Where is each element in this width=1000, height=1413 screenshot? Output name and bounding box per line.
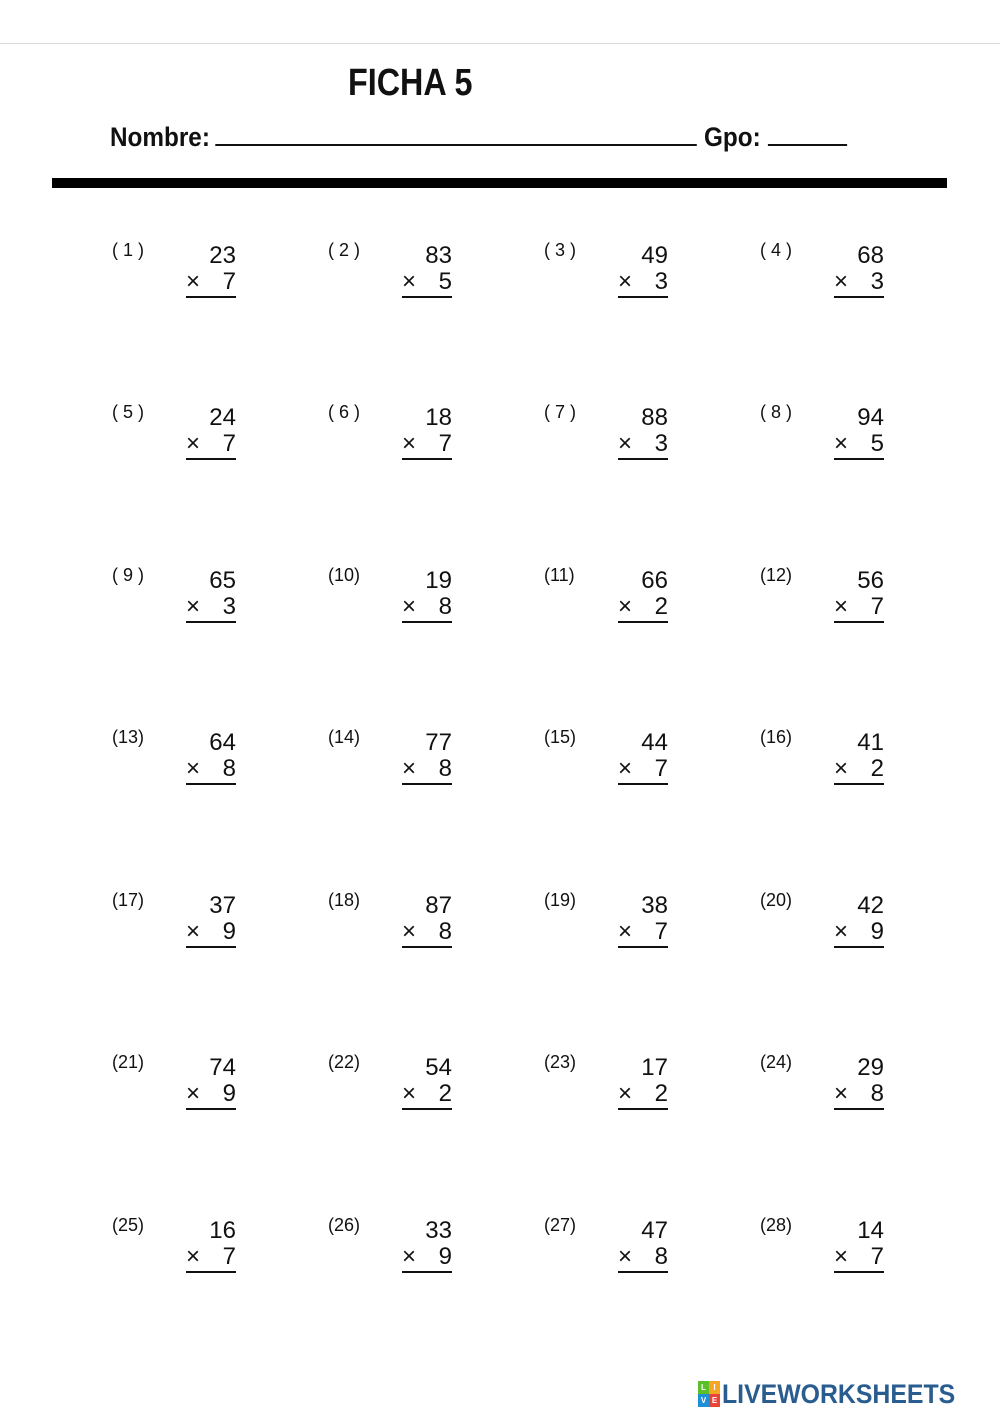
times-sign: × <box>402 755 417 782</box>
multiplicand: 54 <box>425 1054 452 1081</box>
multiplier: 7 <box>870 1243 884 1270</box>
multiplication-problem <box>112 402 302 482</box>
multiplier: 3 <box>222 593 236 620</box>
multiplication-problem <box>544 727 734 807</box>
problem-number: (20) <box>760 890 793 910</box>
multiplier: 2 <box>654 1080 668 1107</box>
multiplicand: 38 <box>641 892 668 919</box>
problem-number: (22) <box>328 1052 361 1072</box>
multiplication-problem <box>328 1215 518 1295</box>
problem-number: (19) <box>544 890 577 910</box>
multiplication-problem <box>328 402 518 482</box>
logo-badge-letter: E <box>709 1394 720 1407</box>
multiplier: 2 <box>654 593 668 620</box>
multiplicand: 44 <box>641 729 668 756</box>
multiplier: 9 <box>222 1080 236 1107</box>
problem-number: (10) <box>328 565 361 585</box>
multiplier: 7 <box>438 430 452 457</box>
multiplier-row <box>402 430 452 460</box>
multiplier: 5 <box>438 268 452 295</box>
multiplication-problem <box>760 565 950 645</box>
times-sign: × <box>834 918 849 945</box>
multiplication-problem <box>760 240 950 320</box>
multiplier: 7 <box>222 1243 236 1270</box>
times-sign: × <box>834 268 849 295</box>
multiplication-problem <box>328 727 518 807</box>
multiplier-row <box>402 593 452 623</box>
problem-number: (14) <box>328 727 361 747</box>
times-sign: × <box>834 593 849 620</box>
multiplication-problem <box>112 890 302 970</box>
multiplier: 9 <box>222 918 236 945</box>
multiplier: 8 <box>438 593 452 620</box>
multiplier-row <box>186 1080 236 1110</box>
times-sign: × <box>618 1243 633 1270</box>
multiplier-row <box>402 755 452 785</box>
times-sign: × <box>618 918 633 945</box>
multiplier-row <box>834 268 884 298</box>
problem-number: ( 9 ) <box>112 565 145 585</box>
multiplier-row <box>402 1080 452 1110</box>
logo-text: LIVEWORKSHEETS <box>722 1378 956 1409</box>
multiplication-problem <box>760 1215 950 1295</box>
multiplicand: 49 <box>641 242 668 269</box>
multiplication-problem <box>112 727 302 807</box>
multiplicand: 64 <box>209 729 236 756</box>
multiplicand: 19 <box>425 567 452 594</box>
times-sign: × <box>834 755 849 782</box>
multiplier: 7 <box>870 593 884 620</box>
multiplier: 7 <box>222 430 236 457</box>
multiplication-problem <box>544 1215 734 1295</box>
multiplier: 3 <box>870 268 884 295</box>
multiplication-problem <box>544 565 734 645</box>
name-group-row <box>110 118 847 153</box>
times-sign: × <box>618 755 633 782</box>
problem-number: (27) <box>544 1215 577 1235</box>
multiplier: 3 <box>654 268 668 295</box>
multiplier-row <box>618 268 668 298</box>
liveworksheets-logo <box>698 1378 976 1410</box>
times-sign: × <box>834 1243 849 1270</box>
multiplier-row <box>402 918 452 948</box>
multiplier-row <box>402 1243 452 1273</box>
multiplication-problem <box>544 890 734 970</box>
name-label: Nombre: <box>110 122 210 152</box>
multiplication-problem <box>112 565 302 645</box>
problem-number: (15) <box>544 727 577 747</box>
problem-number: (18) <box>328 890 361 910</box>
times-sign: × <box>186 268 201 295</box>
problem-number: ( 7 ) <box>544 402 577 422</box>
multiplier-row <box>186 268 236 298</box>
problem-number: (25) <box>112 1215 145 1235</box>
multiplicand: 74 <box>209 1054 236 1081</box>
multiplier: 8 <box>438 755 452 782</box>
multiplicand: 17 <box>641 1054 668 1081</box>
problem-number: (12) <box>760 565 793 585</box>
times-sign: × <box>618 268 633 295</box>
logo-badge-letter: L <box>698 1381 709 1394</box>
multiplication-problem <box>328 1052 518 1132</box>
problem-number: ( 5 ) <box>112 402 145 422</box>
multiplicand: 87 <box>425 892 452 919</box>
multiplier: 7 <box>654 918 668 945</box>
logo-badge-letter: I <box>709 1381 720 1394</box>
times-sign: × <box>834 430 849 457</box>
multiplier-row <box>618 430 668 460</box>
multiplier: 8 <box>222 755 236 782</box>
multiplicand: 41 <box>857 729 884 756</box>
problem-number: (13) <box>112 727 145 747</box>
multiplier-row <box>834 1080 884 1110</box>
times-sign: × <box>402 430 417 457</box>
multiplication-problem <box>328 565 518 645</box>
multiplier-row <box>834 755 884 785</box>
problem-number: ( 6 ) <box>328 402 361 422</box>
problem-number: (28) <box>760 1215 793 1235</box>
group-label: Gpo: <box>704 122 761 152</box>
multiplicand: 56 <box>857 567 884 594</box>
multiplicand: 24 <box>209 404 236 431</box>
multiplicand: 83 <box>425 242 452 269</box>
multiplicand: 65 <box>209 567 236 594</box>
multiplication-problem <box>760 1052 950 1132</box>
multiplier-row <box>618 1080 668 1110</box>
multiplication-problem <box>112 1215 302 1295</box>
multiplicand: 37 <box>209 892 236 919</box>
multiplier: 2 <box>438 1080 452 1107</box>
multiplier: 8 <box>870 1080 884 1107</box>
multiplier: 7 <box>654 755 668 782</box>
problem-number: ( 4 ) <box>760 240 793 260</box>
multiplier-row <box>186 430 236 460</box>
multiplicand: 23 <box>209 242 236 269</box>
times-sign: × <box>402 1080 417 1107</box>
times-sign: × <box>186 430 201 457</box>
multiplier-row <box>618 1243 668 1273</box>
multiplication-problem <box>328 890 518 970</box>
problem-number: (26) <box>328 1215 361 1235</box>
multiplicand: 16 <box>209 1217 236 1244</box>
multiplicand: 77 <box>425 729 452 756</box>
times-sign: × <box>186 1243 201 1270</box>
multiplication-problem <box>760 727 950 807</box>
problem-number: ( 3 ) <box>544 240 577 260</box>
problem-number: (11) <box>544 565 575 585</box>
problem-number: ( 8 ) <box>760 402 793 422</box>
multiplication-problem <box>760 890 950 970</box>
times-sign: × <box>186 593 201 620</box>
multiplier-row <box>618 918 668 948</box>
multiplication-problem <box>544 402 734 482</box>
times-sign: × <box>402 268 417 295</box>
problem-number: (16) <box>760 727 793 747</box>
times-sign: × <box>402 593 417 620</box>
multiplication-problem <box>544 1052 734 1132</box>
multiplier-row <box>618 755 668 785</box>
header-divider <box>52 178 947 188</box>
times-sign: × <box>618 593 633 620</box>
multiplicand: 18 <box>425 404 452 431</box>
multiplicand: 47 <box>641 1217 668 1244</box>
multiplication-problem <box>112 1052 302 1132</box>
multiplier: 9 <box>438 1243 452 1270</box>
multiplier: 7 <box>222 268 236 295</box>
multiplier: 8 <box>438 918 452 945</box>
multiplier: 3 <box>654 430 668 457</box>
multiplier-row <box>834 430 884 460</box>
times-sign: × <box>834 1080 849 1107</box>
logo-badge-letter: V <box>698 1394 709 1407</box>
page-top-border <box>0 43 1000 44</box>
problem-number: (24) <box>760 1052 793 1072</box>
multiplicand: 94 <box>857 404 884 431</box>
name-blank-line[interactable] <box>215 118 696 146</box>
multiplicand: 66 <box>641 567 668 594</box>
multiplier-row <box>186 1243 236 1273</box>
problem-number: (23) <box>544 1052 577 1072</box>
problem-number: ( 2 ) <box>328 240 361 260</box>
worksheet-title: FICHA 5 <box>348 62 473 104</box>
multiplier-row <box>834 1243 884 1273</box>
multiplier: 8 <box>654 1243 668 1270</box>
multiplicand: 42 <box>857 892 884 919</box>
multiplier: 9 <box>870 918 884 945</box>
times-sign: × <box>186 755 201 782</box>
times-sign: × <box>402 918 417 945</box>
multiplier: 5 <box>870 430 884 457</box>
times-sign: × <box>618 1080 633 1107</box>
multiplier-row <box>186 593 236 623</box>
multiplication-problem <box>328 240 518 320</box>
multiplication-problem <box>112 240 302 320</box>
multiplication-problem <box>544 240 734 320</box>
multiplication-problem <box>760 402 950 482</box>
group-blank-line[interactable] <box>768 118 847 146</box>
multiplier: 2 <box>870 755 884 782</box>
multiplicand: 14 <box>857 1217 884 1244</box>
multiplier-row <box>186 755 236 785</box>
multiplier-row <box>834 918 884 948</box>
times-sign: × <box>402 1243 417 1270</box>
multiplier-row <box>618 593 668 623</box>
logo-badge-icon <box>698 1381 720 1407</box>
times-sign: × <box>618 430 633 457</box>
problem-number: ( 1 ) <box>112 240 145 260</box>
multiplicand: 29 <box>857 1054 884 1081</box>
multiplicand: 33 <box>425 1217 452 1244</box>
multiplier-row <box>402 268 452 298</box>
times-sign: × <box>186 918 201 945</box>
multiplicand: 88 <box>641 404 668 431</box>
multiplier-row <box>834 593 884 623</box>
problem-number: (17) <box>112 890 145 910</box>
times-sign: × <box>186 1080 201 1107</box>
multiplicand: 68 <box>857 242 884 269</box>
multiplier-row <box>186 918 236 948</box>
problem-number: (21) <box>112 1052 145 1072</box>
